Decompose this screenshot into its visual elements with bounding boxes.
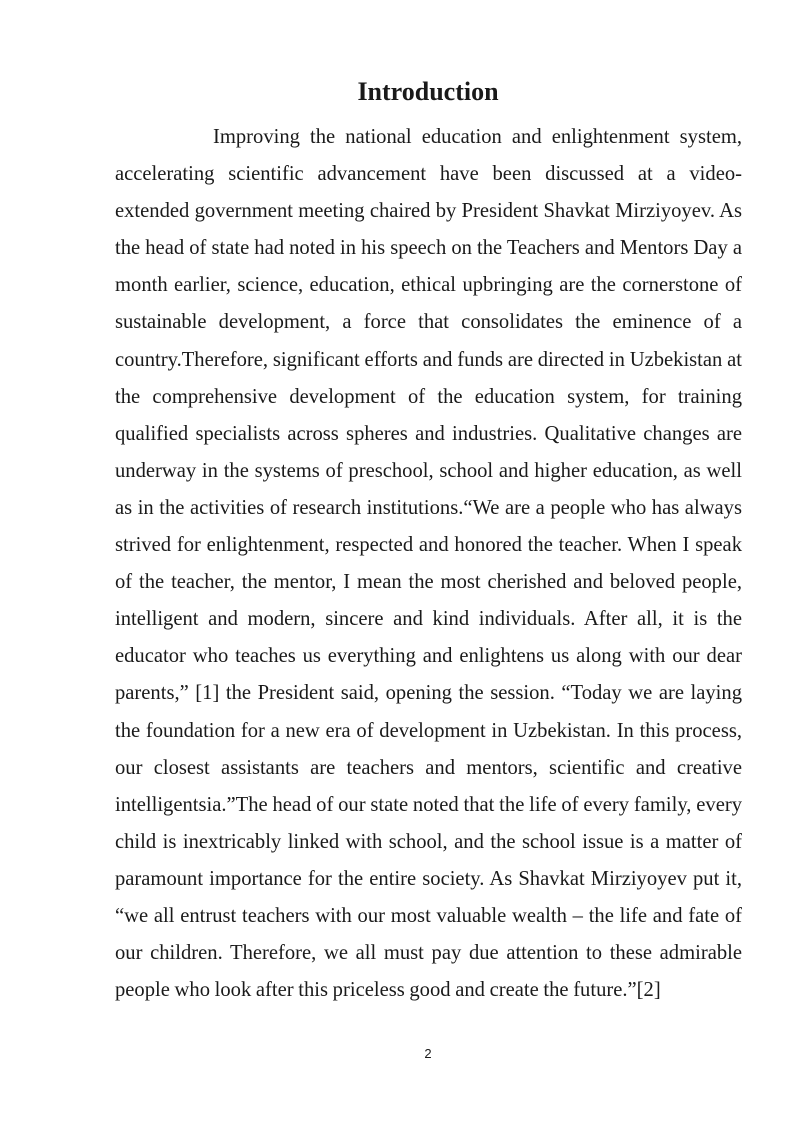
section-title: Introduction <box>357 77 499 106</box>
body-paragraph: Improving the national education and enlightenment system, accelerating scientific advancement have been discussed at a video-extended government meeting chaired by President Shavkat Mirziyoyev. As the head of state had noted in his speech on the Teachers and Mentors Day a month earlier, science, education, ethical upbringing are the cornerstone of sustainable development, a force that consolidates the eminence of a country.Therefore, significant efforts and funds are directed in Uzbekistan at the comprehensive development of the education system, for training qualified specialists across spheres and industries. Qualitative changes are underway in the systems of preschool, school and higher education, as well as in the activities of research institutions.“We are a people who has always strived for enlightenment, respected and honored the teacher. When I speak of the teacher, the mentor, I mean the most cherished and beloved people, intelligent and modern, sincere and kind individuals. After all, it is the educator who teaches us everything and enlightens us along with our dear parents,” [1] the President said, opening the session. “Today we are laying the foundation for a new era of development in Uzbekistan. In this process, our closest assistants are teachers and mentors, scientific and creative intelligentsia.”The head of our state noted that the life of every family, every child is inextricably linked with school, and the school issue is a matter of paramount importance for the entire society. As Shavkat Mirziyoyev put it, “we all entrust teachers with our most valuable wealth – the life and fate of our children. Therefore, we all must pay due attention to these admirable people who look after this priceless good and create the future.”[2] <box>115 126 742 1002</box>
page-number: 2 <box>424 1046 432 1061</box>
